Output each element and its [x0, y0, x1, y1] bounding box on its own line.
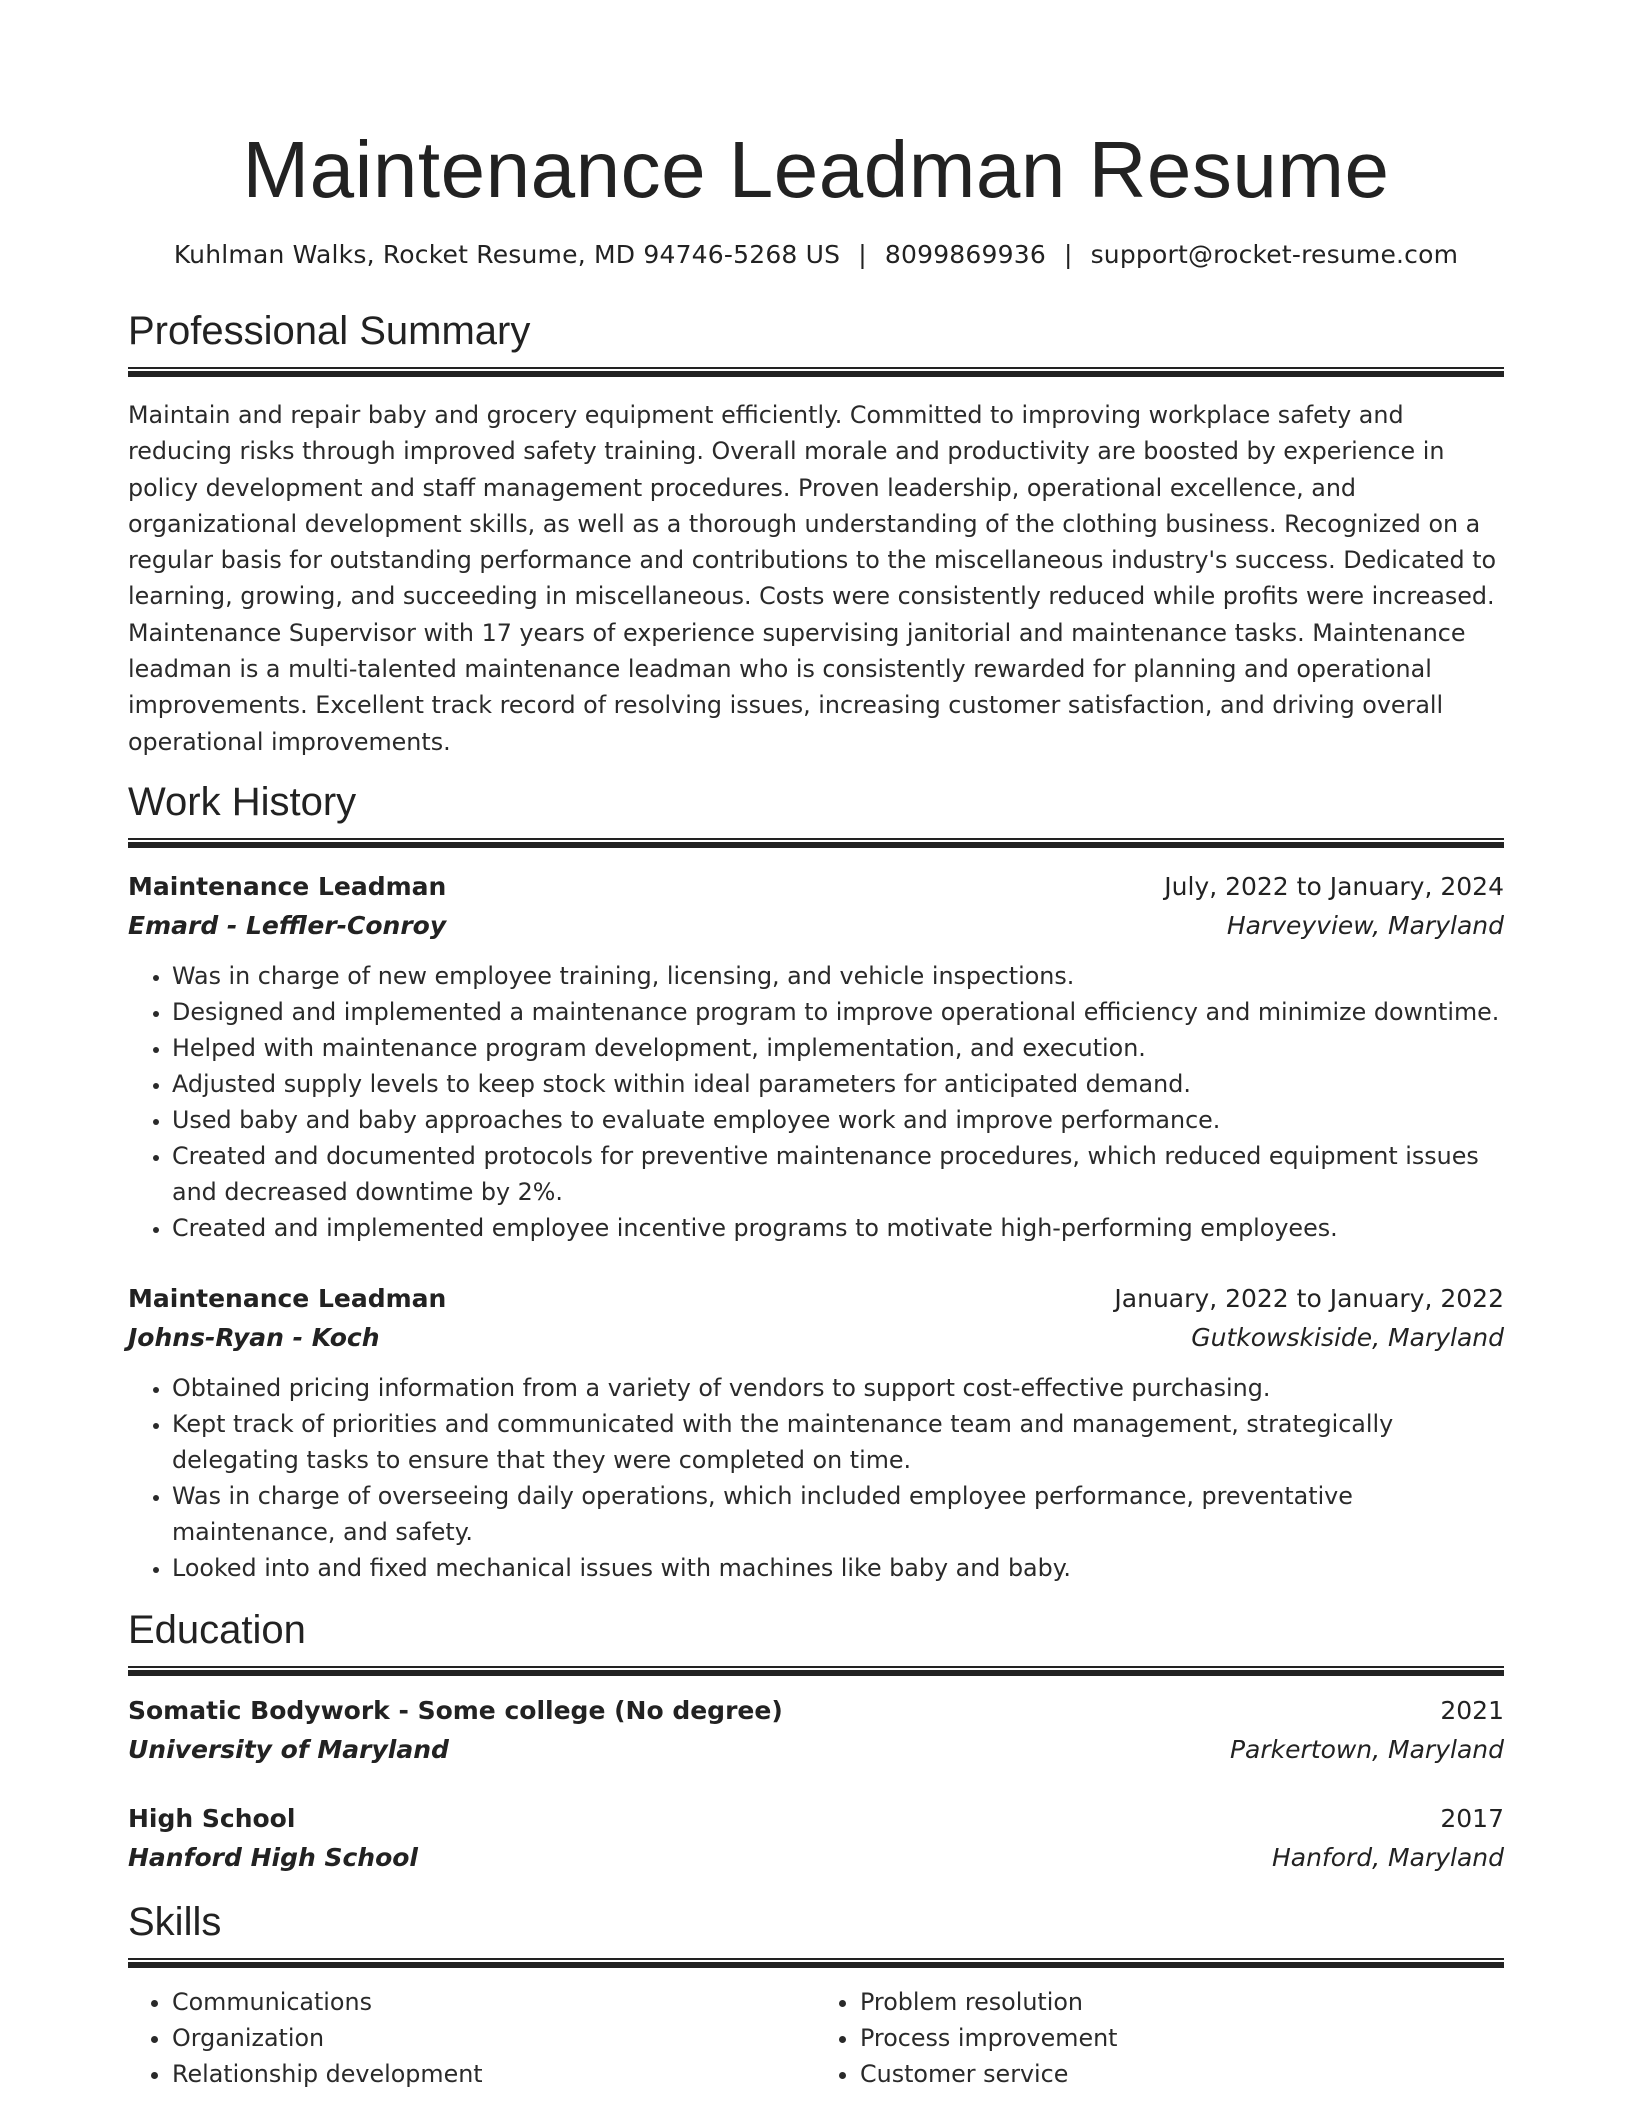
- job-header-row: [128, 868, 1504, 906]
- section-divider: [128, 1958, 1504, 1968]
- job-bullet: • Created and implemented employee incentive programs to motivate high-performing employees.: [172, 1210, 1504, 1246]
- job-dates: January, 2022 to January, 2022: [1114, 1283, 1504, 1313]
- section-title-skills: Skills: [128, 1899, 222, 1944]
- job-bullet: • Used baby and baby approaches to evaluate employee work and improve performance.: [172, 1102, 1504, 1138]
- contact-phone: 8099869936: [884, 240, 1046, 269]
- job-location: Gutkowskiside, Maryland: [1191, 1322, 1504, 1352]
- job-bullet: • Created and documented protocols for preventive maintenance procedures, which reduced equipment issues and decreased downtime by 2%.: [172, 1138, 1504, 1210]
- education-entry: [128, 1692, 1504, 1770]
- contact-separator: |: [1063, 240, 1073, 269]
- education-entry: [128, 1800, 1504, 1878]
- job-title: Maintenance Leadman: [128, 871, 447, 901]
- job-bullet: • Designed and implemented a maintenance program to improve operational efficiency and minimize downtime.: [172, 994, 1504, 1030]
- work-history-section: [128, 778, 1504, 1586]
- job-company: Emard - Leffler-Conroy: [128, 910, 447, 940]
- education-section: [128, 1606, 1504, 1878]
- job-bullet: • Looked into and fixed mechanical issues with machines like baby and baby.: [172, 1550, 1504, 1586]
- section-title-education: Education: [128, 1607, 306, 1652]
- job-bullet: • Was in charge of overseeing daily operations, which included employee performance, preventative maintenance, and safety.: [172, 1478, 1504, 1550]
- job-bullet-list: [128, 958, 1504, 1246]
- summary-section: [128, 307, 1504, 760]
- education-location: Hanford, Maryland: [1271, 1842, 1504, 1872]
- skill-item: • Organization: [172, 2020, 816, 2056]
- skill-item: • Communications: [172, 1984, 816, 2020]
- job-location: Harveyview, Maryland: [1226, 910, 1504, 940]
- job-bullet: • Adjusted supply levels to keep stock within ideal parameters for anticipated demand.: [172, 1066, 1504, 1102]
- contact-separator: |: [858, 240, 867, 269]
- section-title-work-history: Work History: [128, 779, 357, 824]
- education-header-row: [128, 1800, 1504, 1838]
- education-school-row: [128, 1838, 1504, 1878]
- job-entry: [128, 868, 1504, 1246]
- summary-text: Maintain and repair baby and grocery equipment efficiently. Committed to improving workplace safety and reducing risks through improved safety training. Overall morale and productivity are boosted by experience in policy development and staff management procedures. Proven leadership, operational excellence, and organizational development skills, as well as a thorough understanding of the clothing business. Recognized on a regular basis for outstanding performance and contributions to the miscellaneous industry's success. Dedicated to learning, growing, and succeeding in miscellaneous. Costs were consistently reduced while profits were increased. Maintenance Supervisor with 17 years of experience supervising janitorial and maintenance tasks. Maintenance leadman is a multi-talented maintenance leadman who is consistently rewarded for planning and operational improvements. Excellent track record of resolving issues, increasing customer satisfaction, and driving overall operational improvements.: [128, 401, 1497, 756]
- skills-section: [128, 1898, 1504, 2092]
- education-degree: High School: [128, 1803, 296, 1833]
- job-bullet: • Kept track of priorities and communicated with the maintenance team and management, strategically delegating tasks to ensure that they were completed on time.: [172, 1406, 1504, 1478]
- section-divider: [128, 367, 1504, 377]
- job-company-row: [128, 1318, 1504, 1358]
- education-header-row: [128, 1692, 1504, 1730]
- education-year: 2021: [1440, 1695, 1504, 1725]
- skills-list-right: [816, 1984, 1504, 2092]
- contact-line: [128, 240, 1504, 269]
- contact-email[interactable]: support@rocket-resume.com: [1090, 240, 1459, 269]
- skill-item: • Customer service: [860, 2056, 1504, 2092]
- education-school: Hanford High School: [128, 1842, 419, 1872]
- job-company-row: [128, 906, 1504, 946]
- job-dates: July, 2022 to January, 2024: [1164, 871, 1504, 901]
- job-company: Johns-Ryan - Koch: [128, 1322, 380, 1352]
- skill-item: • Problem resolution: [860, 1984, 1504, 2020]
- section-divider: [128, 1666, 1504, 1676]
- contact-address: Kuhlman Walks, Rocket Resume, MD 94746-5268 US: [173, 240, 841, 269]
- education-school-row: [128, 1730, 1504, 1770]
- skills-columns: [128, 1984, 1504, 2092]
- section-title-summary: Professional Summary: [128, 309, 531, 353]
- job-bullet: • Was in charge of new employee training, licensing, and vehicle inspections.: [172, 958, 1504, 994]
- job-entry: [128, 1280, 1504, 1586]
- section-divider: [128, 838, 1504, 848]
- job-bullet-list: [128, 1370, 1504, 1586]
- job-bullet: • Helped with maintenance program development, implementation, and execution.: [172, 1030, 1504, 1066]
- education-degree: Somatic Bodywork - Some college (No degree): [128, 1695, 783, 1725]
- job-bullet: • Obtained pricing information from a variety of vendors to support cost-effective purchasing.: [172, 1370, 1504, 1406]
- resume-title: Maintenance Leadman Resume: [242, 125, 1390, 214]
- job-title: Maintenance Leadman: [128, 1283, 447, 1313]
- skill-item: • Process improvement: [860, 2020, 1504, 2056]
- job-header-row: [128, 1280, 1504, 1318]
- skills-list-left: [128, 1984, 816, 2092]
- skill-item: • Relationship development: [172, 2056, 816, 2092]
- education-location: Parkertown, Maryland: [1229, 1734, 1504, 1764]
- education-year: 2017: [1440, 1803, 1504, 1833]
- education-school: University of Maryland: [128, 1734, 449, 1764]
